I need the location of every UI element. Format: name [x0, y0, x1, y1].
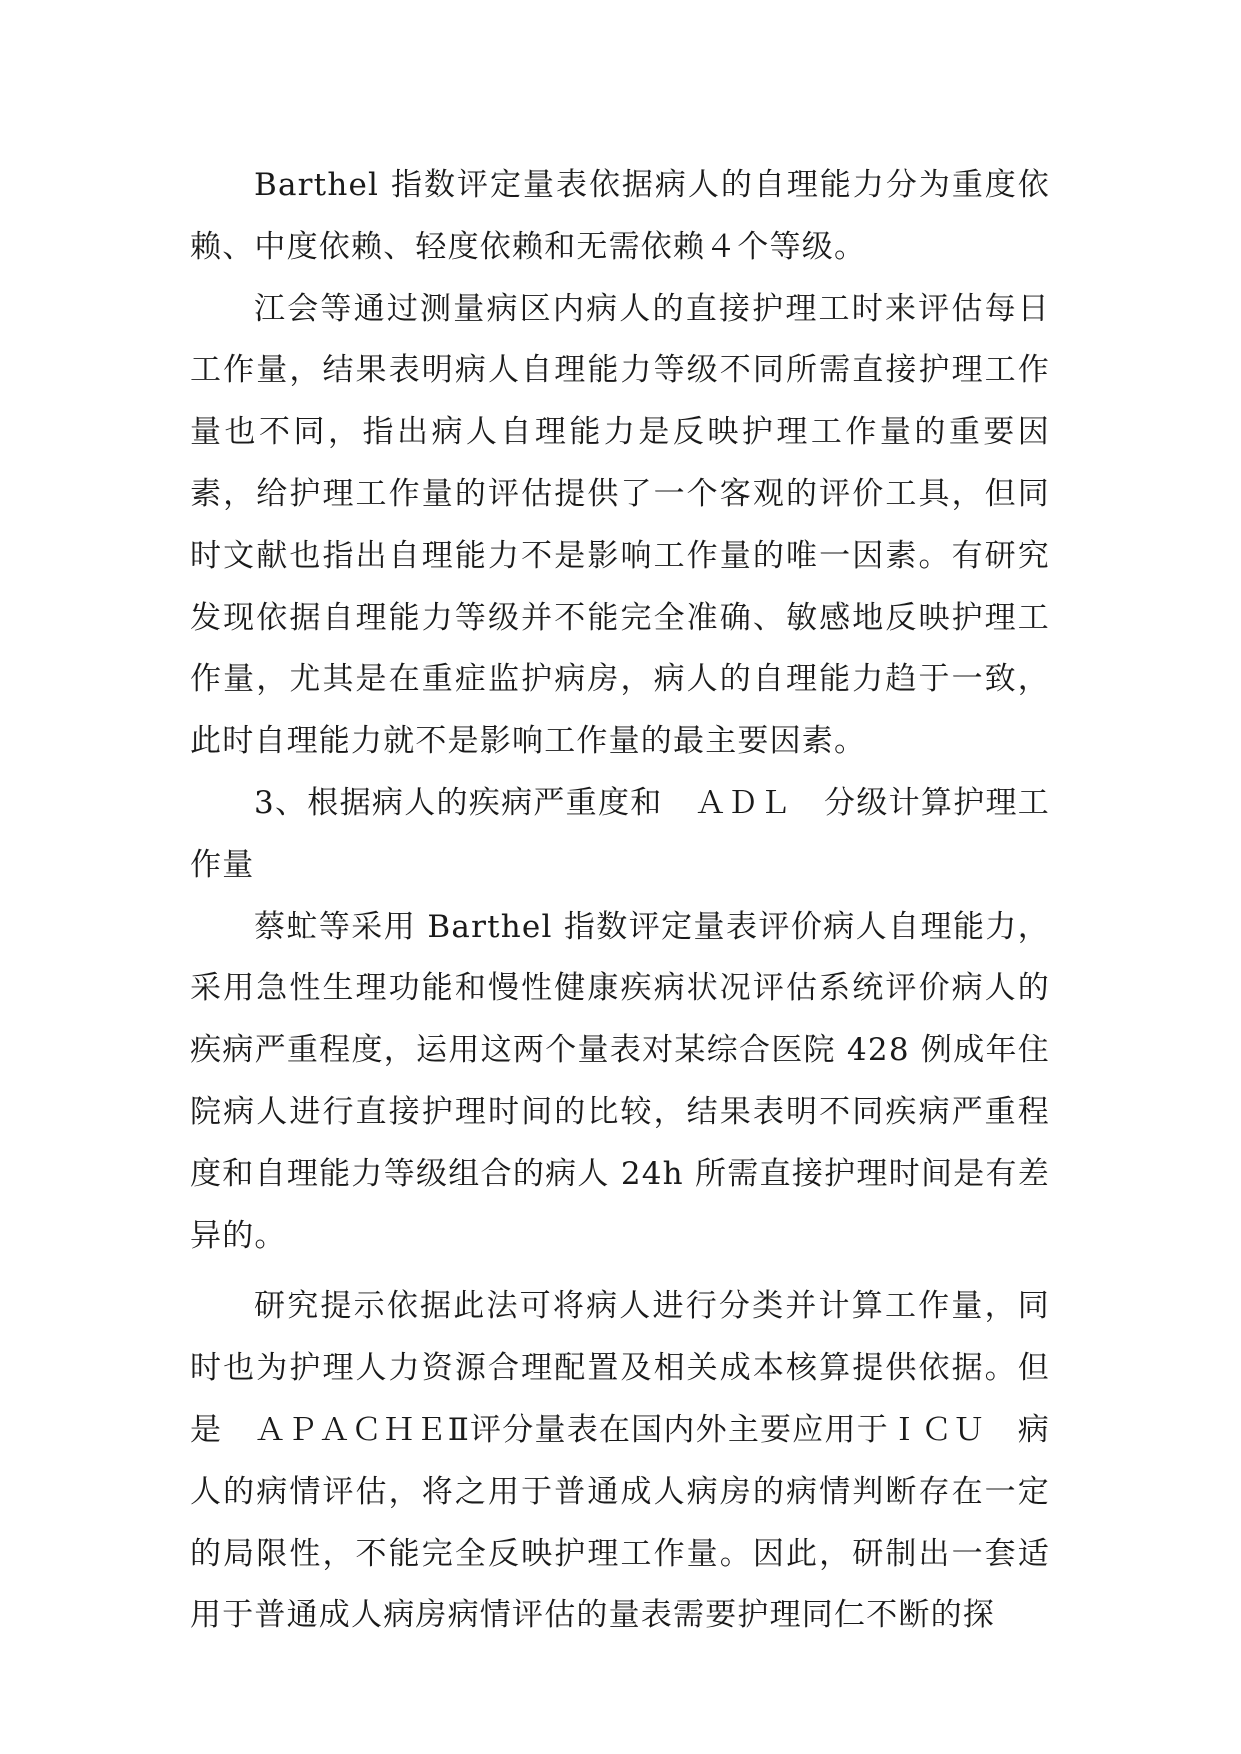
paragraph-cai-study: 蔡虻等采用 Barthel 指数评定量表评价病人自理能力，采用急性生理功能和慢性健康疾病状况评估系统评价病人的疾病严重程度，运用这两个量表对某综合医院 428 例成年住院病人进行直接护理时间的比较，结果表明不同疾病严重程度和自理能力等级组合的病人 24h 所需直接护理时间是有差异的。: [190, 908, 1050, 1254]
paragraph-barthel-levels: Barthel 指数评定量表依据病人的自理能力分为重度依赖、中度依赖、轻度依赖和无需依赖４个等级。: [190, 167, 1050, 265]
document-body: [190, 155, 1050, 1647]
paragraph-jiang-study: 江会等通过测量病区内病人的直接护理工时来评估每日工作量，结果表明病人自理能力等级不同所需直接护理工作量也不同，指出病人自理能力是反映护理工作量的重要因素，给护理工作量的评估提供了一个客观的评价工具，但同时文献也指出自理能力不是影响工作量的唯一因素。有研究发现依据自理能力等级并不能完全准确、敏感地反映护理工作量，尤其是在重症监护病房，病人的自理能力趋于一致，此时自理能力就不是影响工作量的最主要因素。: [190, 290, 1050, 760]
section-heading-disease-severity-adl: 3、根据病人的疾病严重度和 ＡＤＬ 分级计算护理工作量: [190, 784, 1050, 883]
paragraph-research-implications: 研究提示依据此法可将病人进行分类并计算工作量，同时也为护理人力资源合理配置及相关成本核算提供依据。但是 ＡＰＡＣＨＥⅡ评分量表在国内外主要应用于ＩＣＵ 病人的病情评估，将之用于普通成人病房的病情判断存在一定的局限性，不能完全反映护理工作量。因此，研制出一套适用于普通成人病房病情评估的量表需要护理同仁不断的探: [190, 1288, 1050, 1634]
